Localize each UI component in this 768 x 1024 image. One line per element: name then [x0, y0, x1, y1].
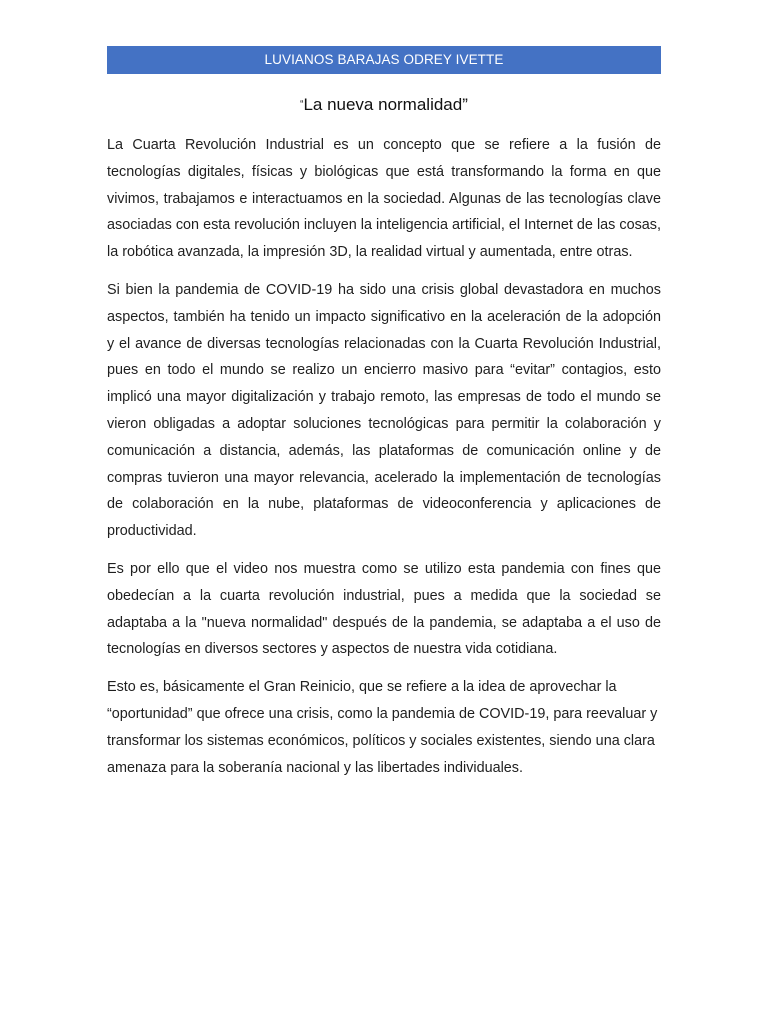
author-banner: [107, 46, 661, 74]
document-body: [107, 132, 661, 781]
author-name: LUVIANOS BARAJAS ODREY IVETTE: [264, 52, 504, 67]
document-title: [107, 93, 661, 117]
document-page: [107, 46, 661, 792]
paragraph-1: La Cuarta Revolución Industrial es un concepto que se refiere a la fusión de tecnologías digitales, físicas y biológicas que está transformando la forma en que vivimos, trabajamos e interactuamos en la sociedad. Algunas de las tecnologías clave asociadas con esta revolución incluyen la inteligencia artificial, el Internet de las cosas, la robótica avanzada, la impresión 3D, la realidad virtual y aumentada, entre otras.: [107, 137, 661, 261]
paragraph-4: Esto es, básicamente el Gran Reinicio, que se refiere a la idea de aprovechar la “oportunidad” que ofrece una crisis, como la pandemia de COVID-19, para reevaluar y transformar los sistemas económicos, políticos y sociales existentes, siendo una clara amenaza para la soberanía nacional y las libertades individuales.: [107, 679, 658, 776]
title-open-quote: “: [300, 99, 304, 110]
paragraph-3: Es por ello que el video nos muestra como se utilizo esta pandemia con fines que obedecían a la cuarta revolución industrial, pues a medida que la sociedad se adaptaba a la "nueva normalidad" después de la pandemia, se adaptaba a el uso de tecnologías en diversos sectores y aspectos de nuestra vida cotidiana.: [107, 560, 661, 658]
title-text: La nueva normalidad”: [303, 95, 468, 114]
paragraph-2: Si bien la pandemia de COVID-19 ha sido una crisis global devastadora en muchos aspectos, también ha tenido un impacto significativo en la aceleración de la adopción y el avance de diversas tecnologías relacionadas con la Cuarta Revolución Industrial, pues en todo el mundo se realizo un encierro masivo para “evitar” contagios, esto implicó una mayor digitalización y trabajo remoto, las empresas de todo el mundo se vieron obligadas a adoptar soluciones tecnológicas para permitir la colaboración y comunicación a distancia, además, las plataformas de comunicación online y de compras tuvieron una mayor relevancia, acelerado la implementación de tecnologías de colaboración en la nube, plataformas de videoconferencia y aplicaciones de productividad.: [107, 281, 661, 540]
